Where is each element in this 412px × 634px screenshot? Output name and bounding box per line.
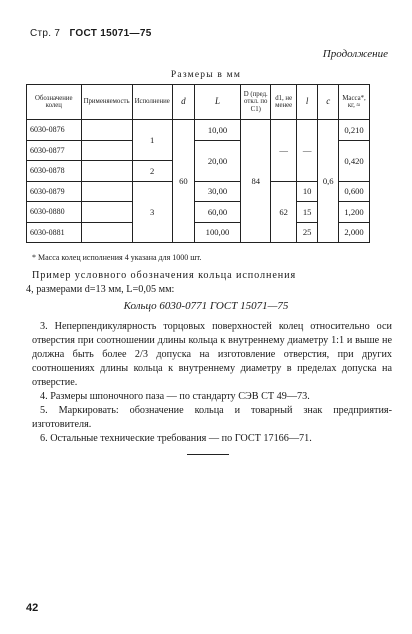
mass-cell: 0,210 — [339, 120, 370, 141]
row-applicability — [81, 222, 132, 243]
table-caption: Размеры в мм — [170, 70, 242, 80]
l-cell: 15 — [296, 202, 317, 223]
row-applicability — [81, 120, 132, 141]
header-d: d — [172, 85, 194, 120]
l-cell: — — [296, 120, 317, 182]
continuation-label: Продолжение — [322, 48, 388, 60]
row-code: 6030-0876 — [27, 120, 82, 141]
table-header-row — [27, 85, 370, 120]
header-c: c — [318, 85, 339, 120]
version-cell: 2 — [132, 161, 172, 182]
end-rule — [187, 454, 229, 455]
example-line-1: Пример условного обозначения кольца исполнения — [32, 270, 297, 281]
L-cell: 30,00 — [194, 181, 240, 202]
header-version: Исполнение — [132, 85, 172, 120]
header-mass: Масса*, кг, ≈ — [339, 85, 370, 120]
paragraph: 4. Размеры шпоночного паза — по стандарту СЭВ СТ 49—73. — [40, 391, 310, 402]
example-designation: Кольцо 6030-0771 ГОСТ 15071—75 — [123, 300, 289, 312]
mass-cell: 0,420 — [339, 140, 370, 181]
L-cell: 60,00 — [194, 202, 240, 223]
header-D: D (пред. откл. по C1) — [241, 85, 271, 120]
page-label: Стр. 7 — [30, 28, 61, 39]
header-designation: Обозначение колец — [27, 85, 82, 120]
table-row — [27, 120, 370, 141]
d1-cell: — — [271, 120, 296, 182]
row-code: 6030-0877 — [27, 140, 82, 161]
row-applicability — [81, 140, 132, 161]
row-code: 6030-0879 — [27, 181, 82, 202]
row-applicability — [81, 181, 132, 202]
mass-cell: 1,200 — [339, 202, 370, 223]
paragraph: 5. Маркировать: обозначение кольца и товарный знак предприятия-изготовителя. — [32, 405, 392, 430]
header-applicability: Применяемость — [81, 85, 132, 120]
c-cell: 0,6 — [318, 120, 339, 243]
row-code: 6030-0880 — [27, 202, 82, 223]
header-L: L — [194, 85, 240, 120]
paragraph: 3. Неперпендикулярность торцовых поверхностей колец относительно оси отверстия при соотношении длины кольца к внутреннему диаметру 1:1 и выше не должна быть более 2/3 допуска на изготовление отверстия, при других соотношениях длины кольца к внутреннему диаметру в пределах допуска на отверстие. — [32, 321, 392, 388]
row-applicability — [81, 202, 132, 223]
L-cell: 10,00 — [194, 120, 240, 141]
standard-label: ГОСТ 15071—75 — [69, 28, 152, 39]
page-number: 42 — [26, 602, 39, 614]
d1-cell: 62 — [271, 181, 296, 243]
dimensions-table — [26, 84, 370, 243]
L-cell: 20,00 — [194, 140, 240, 181]
paragraph: 6. Остальные технические требования — по ГОСТ 17166—71. — [40, 433, 312, 444]
mass-cell: 0,600 — [339, 181, 370, 202]
page-header — [30, 28, 152, 39]
row-code: 6030-0878 — [27, 161, 82, 182]
header-l: l — [296, 85, 317, 120]
mass-cell: 2,000 — [339, 222, 370, 243]
version-cell: 3 — [132, 181, 172, 243]
requirements-text — [32, 320, 392, 446]
row-applicability — [81, 161, 132, 182]
table-footnote: * Масса колец исполнения 4 указана для 1000 шт. — [32, 253, 202, 262]
l-cell: 25 — [296, 222, 317, 243]
example-line-2: 4, размерами d=13 мм, L=0,05 мм: — [26, 284, 175, 295]
header-d1: d1, не менее — [271, 85, 296, 120]
L-cell: 100,00 — [194, 222, 240, 243]
l-cell: 10 — [296, 181, 317, 202]
D-cell: 84 — [241, 120, 271, 243]
d-cell: 60 — [172, 120, 194, 243]
version-cell: 1 — [132, 120, 172, 161]
row-code: 6030-0881 — [27, 222, 82, 243]
